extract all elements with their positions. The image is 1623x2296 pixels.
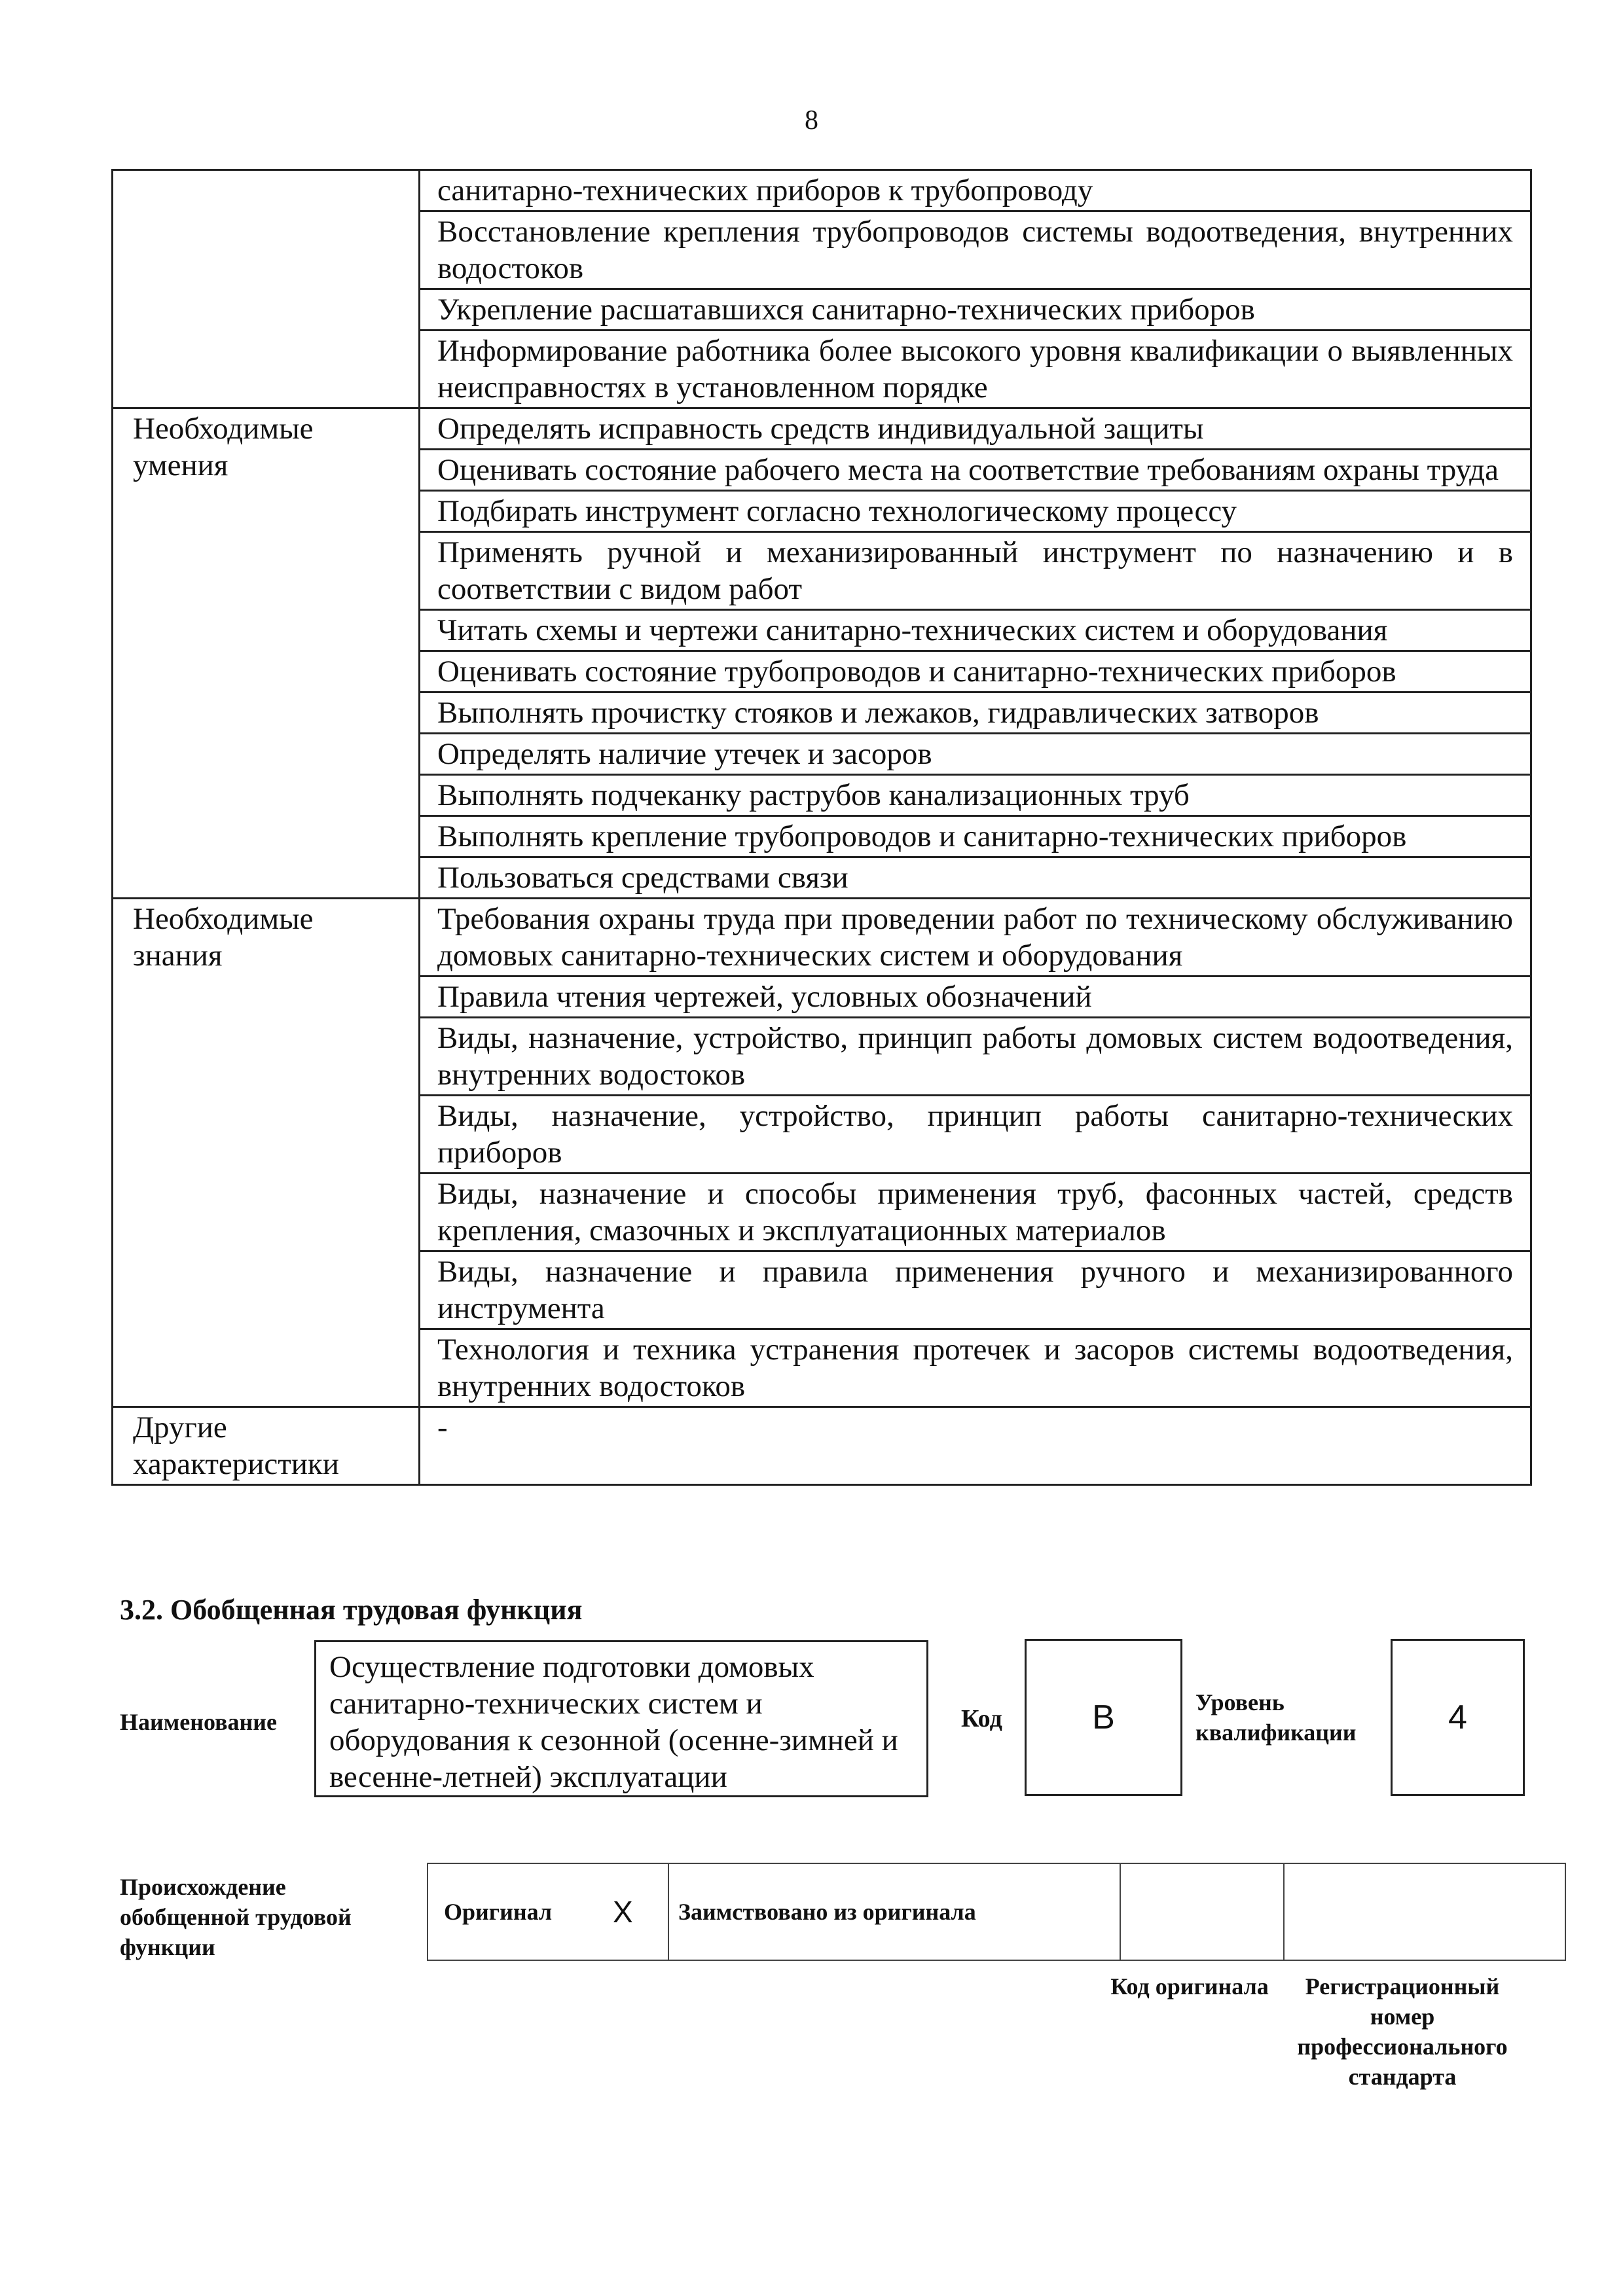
- row-item: Технология и техника устранения протечек и засоров системы водоотведения, внутренних водостоков: [420, 1329, 1531, 1407]
- code-label: Код: [961, 1705, 1002, 1732]
- row-item: Правила чтения чертежей, условных обозначений: [420, 977, 1531, 1018]
- row-item: Выполнять подчеканку раструбов канализационных труб: [420, 775, 1531, 816]
- origin-label: Происхождение обобщенной трудовой функции: [120, 1874, 352, 1960]
- row-item: Пользоваться средствами связи: [420, 857, 1531, 899]
- row-label: [113, 170, 420, 408]
- function-name-box: [314, 1640, 928, 1797]
- row-item: Требования охраны труда при проведении работ по техническому обслуживанию домовых санитарно-технических систем и оборудования: [420, 899, 1531, 977]
- table-row: [113, 170, 1531, 211]
- row-item: Оценивать состояние трубопроводов и санитарно-технических приборов: [420, 651, 1531, 692]
- function-name-value: Осуществление подготовки домовых санитарно-технических систем и оборудования к сезонной (осенне-зимней и весенне-летней) эксплуатации: [329, 1650, 898, 1794]
- competency-table: [111, 169, 1532, 1486]
- name-label: Наименование: [120, 1709, 277, 1735]
- row-item: Восстановление крепления трубопроводов системы водоотведения, внутренних водостоков: [420, 211, 1531, 289]
- row-item: Определять исправность средств индивидуальной защиты: [420, 408, 1531, 450]
- registration-number-cell: [1284, 1863, 1565, 1960]
- row-item: Виды, назначение и правила применения ручного и механизированного инструмента: [420, 1251, 1531, 1329]
- row-item: Применять ручной и механизированный инструмент по назначению и в соответствии с видом работ: [420, 532, 1531, 610]
- row-item: Виды, назначение, устройство, принцип работы домовых систем водоотведения, внутренних водостоков: [420, 1018, 1531, 1096]
- row-item: -: [420, 1407, 1531, 1485]
- level-label: Уровень квалификации: [1195, 1689, 1357, 1746]
- row-label: Необходимые умения: [113, 408, 420, 899]
- original-code-cell: [1120, 1863, 1284, 1960]
- table-row: [113, 408, 1531, 450]
- level-box: [1391, 1639, 1525, 1796]
- row-item: Определять наличие утечек и засоров: [420, 734, 1531, 775]
- code-box: [1025, 1639, 1182, 1796]
- origin-table: [427, 1863, 1566, 1961]
- row-item: Читать схемы и чертежи санитарно-технических систем и оборудования: [420, 610, 1531, 651]
- row-label: Другие характеристики: [113, 1407, 420, 1485]
- registration-caption: Регистрационный номер профессионального стандарта: [1297, 1973, 1508, 2090]
- row-item: Выполнять прочистку стояков и лежаков, гидравлических затворов: [420, 692, 1531, 734]
- row-item: Информирование работника более высокого уровня квалификации о выявленных неисправностях в установленном порядке: [420, 331, 1531, 408]
- row-item: Подбирать инструмент согласно технологическому процессу: [420, 491, 1531, 532]
- row-item: санитарно-технических приборов к трубопроводу: [420, 170, 1531, 211]
- row-item: Укрепление расшатавшихся санитарно-технических приборов: [420, 289, 1531, 331]
- code-caption: Код оригинала: [1110, 1973, 1269, 2000]
- original-mark: X: [604, 1863, 668, 1960]
- table-row: [113, 1407, 1531, 1485]
- level-value: 4: [1448, 1698, 1467, 1736]
- table-row: [113, 899, 1531, 977]
- borrowed-label: Заимствовано из оригинала: [668, 1863, 1120, 1960]
- row-item: Виды, назначение и способы применения труб, фасонных частей, средств крепления, смазочных и эксплуатационных материалов: [420, 1174, 1531, 1251]
- row-item: Оценивать состояние рабочего места на соответствие требованиям охраны труда: [420, 450, 1531, 491]
- row-label: Необходимые знания: [113, 899, 420, 1407]
- original-label: Оригинал: [428, 1863, 604, 1960]
- code-value: B: [1092, 1698, 1115, 1736]
- row-item: Виды, назначение, устройство, принцип работы санитарно-технических приборов: [420, 1096, 1531, 1174]
- row-item: Выполнять крепление трубопроводов и санитарно-технических приборов: [420, 816, 1531, 857]
- section-title: 3.2. Обобщенная трудовая функция: [120, 1594, 583, 1626]
- page-number: 8: [805, 105, 818, 135]
